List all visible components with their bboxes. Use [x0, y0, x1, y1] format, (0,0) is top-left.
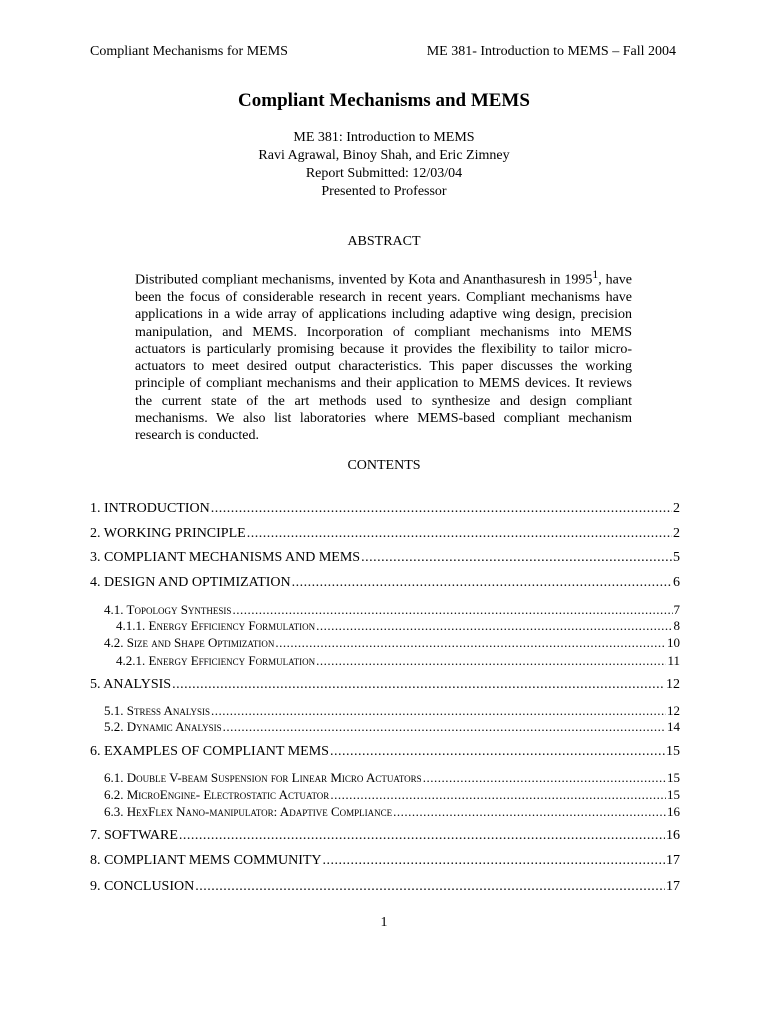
- toc-entry-page: 6: [673, 575, 680, 590]
- toc-entry-page: 15: [667, 770, 680, 785]
- toc-entry-label: 6.2. MicroEngine- Electrostatic Actuator: [104, 787, 330, 802]
- toc-entry-page: 11: [667, 653, 680, 668]
- toc-entry-label: 5. ANALYSIS: [90, 677, 172, 692]
- toc-entry[interactable]: [104, 602, 680, 618]
- toc-entry-label: 1. INTRODUCTION: [90, 501, 210, 516]
- toc-entry[interactable]: [90, 744, 680, 760]
- toc-dot-leader: [223, 719, 666, 735]
- toc-entry-label: 5.2. Dynamic Analysis: [104, 719, 222, 734]
- toc-entry[interactable]: [104, 635, 680, 651]
- toc-dot-leader: [232, 602, 672, 618]
- toc-entry-label: 3. COMPLIANT MECHANISMS AND MEMS: [90, 550, 361, 565]
- toc-entry[interactable]: [90, 550, 680, 566]
- document-title: Compliant Mechanisms and MEMS: [238, 90, 530, 111]
- toc-dot-leader: [247, 526, 672, 542]
- abstract-text-start: Distributed compliant mechanisms, invented by Kota and Ananthasuresh in 1995: [135, 272, 593, 288]
- toc-dot-leader: [323, 853, 665, 869]
- abstract-heading: ABSTRACT: [347, 234, 421, 249]
- toc-entry-page: 7: [673, 602, 680, 617]
- toc-dot-leader: [423, 770, 666, 786]
- toc-entry-label: 4.1.1. Energy Efficiency Formulation: [116, 618, 316, 633]
- presented-line: Presented to Professor: [321, 184, 447, 199]
- toc-entry-page: 17: [666, 853, 680, 868]
- toc-dot-leader: [195, 879, 665, 895]
- course-line: ME 381: Introduction to MEMS: [293, 130, 475, 145]
- toc-entry-label: 2. WORKING PRINCIPLE: [90, 526, 246, 541]
- page-number: 1: [380, 915, 388, 930]
- running-header-title: Compliant Mechanisms for MEMS: [90, 44, 288, 59]
- toc-dot-leader: [179, 828, 665, 844]
- toc-entry-label: 4. DESIGN AND OPTIMIZATION: [90, 575, 291, 590]
- toc-entry[interactable]: [104, 703, 680, 719]
- toc-entry-page: 12: [666, 677, 680, 692]
- toc-entry-label: 6.3. HexFlex Nano-manipulator: Adaptive Compliance: [104, 804, 393, 819]
- toc-entry-page: 5: [673, 550, 680, 565]
- toc-dot-leader: [211, 703, 666, 719]
- toc-entry[interactable]: [90, 575, 680, 591]
- toc-entry[interactable]: [104, 804, 680, 820]
- toc-entry[interactable]: [90, 853, 680, 869]
- toc-entry-page: 8: [673, 618, 680, 633]
- toc-entry-page: 12: [667, 703, 680, 718]
- toc-dot-leader: [393, 804, 666, 820]
- toc-entry-page: 15: [667, 787, 680, 802]
- toc-dot-leader: [172, 677, 665, 693]
- toc-dot-leader: [361, 550, 672, 566]
- toc-entry-label: 7. SOFTWARE: [90, 828, 178, 843]
- toc-entry[interactable]: [90, 526, 680, 542]
- toc-dot-leader: [316, 653, 666, 669]
- toc-entry[interactable]: [90, 879, 680, 895]
- toc-entry-page: 2: [673, 526, 680, 541]
- toc-entry[interactable]: [104, 719, 680, 735]
- abstract-text-rest: , have been the focus of considerable research in recent years. Compliant mechanisms have applications in a wide array of applications including adaptive wing design, precision manipulation, and MEMS. Incorporation of compliant mechanisms into MEMS actuators is particularly promising because it provides the flexibility to tailor micro-actuators to meet desired output characteristics. This paper discusses the working principle of compliant mechanisms and their application to MEMS devices. It reviews the current state of the art methods used to synthesize and design compliant mechanisms. We also list laboratories where MEMS-based compliant mechanism research is conducted.: [135, 272, 632, 444]
- toc-entry-label: 9. CONCLUSION: [90, 879, 195, 894]
- toc-dot-leader: [330, 744, 665, 760]
- toc-entry-page: 14: [667, 719, 680, 734]
- toc-dot-leader: [211, 501, 672, 517]
- submitted-line: Report Submitted: 12/03/04: [305, 166, 463, 181]
- toc-entry[interactable]: [116, 653, 680, 669]
- authors-line: Ravi Agrawal, Binoy Shah, and Eric Zimney: [258, 148, 510, 163]
- toc-entry-label: 8. COMPLIANT MEMS COMMUNITY: [90, 853, 322, 868]
- running-header-course: ME 381- Introduction to MEMS – Fall 2004: [426, 44, 676, 59]
- toc-entry[interactable]: [90, 828, 680, 844]
- title-block: [0, 129, 768, 201]
- toc-dot-leader: [292, 575, 672, 591]
- toc-entry-page: 10: [667, 635, 680, 650]
- toc-entry-label: 4.1. Topology Synthesis: [104, 602, 232, 617]
- toc-entry[interactable]: [90, 677, 680, 693]
- toc-entry-page: 17: [666, 879, 680, 894]
- toc-entry[interactable]: [104, 770, 680, 786]
- toc-entry-page: 16: [666, 828, 680, 843]
- toc-dot-leader: [330, 787, 666, 803]
- toc-entry-page: 15: [666, 744, 680, 759]
- abstract-paragraph: [135, 266, 632, 445]
- footnote-reference: 1: [592, 268, 599, 281]
- toc-entry-label: 4.2. Size and Shape Optimization: [104, 635, 275, 650]
- toc-entry-label: 6.1. Double V-beam Suspension for Linear Micro Actuators: [104, 770, 422, 785]
- toc-entry-label: 4.2.1. Energy Efficiency Formulation: [116, 653, 316, 668]
- toc-entry-page: 16: [667, 804, 680, 819]
- contents-heading: CONTENTS: [347, 458, 421, 473]
- toc-entry-page: 2: [673, 501, 680, 516]
- toc-entry-label: 5.1. Stress Analysis: [104, 703, 211, 718]
- toc-entry[interactable]: [90, 501, 680, 517]
- toc-entry[interactable]: [116, 618, 680, 634]
- toc-dot-leader: [275, 635, 666, 651]
- toc-entry[interactable]: [104, 787, 680, 803]
- toc-dot-leader: [316, 618, 672, 634]
- toc-entry-label: 6. EXAMPLES OF COMPLIANT MEMS: [90, 744, 329, 759]
